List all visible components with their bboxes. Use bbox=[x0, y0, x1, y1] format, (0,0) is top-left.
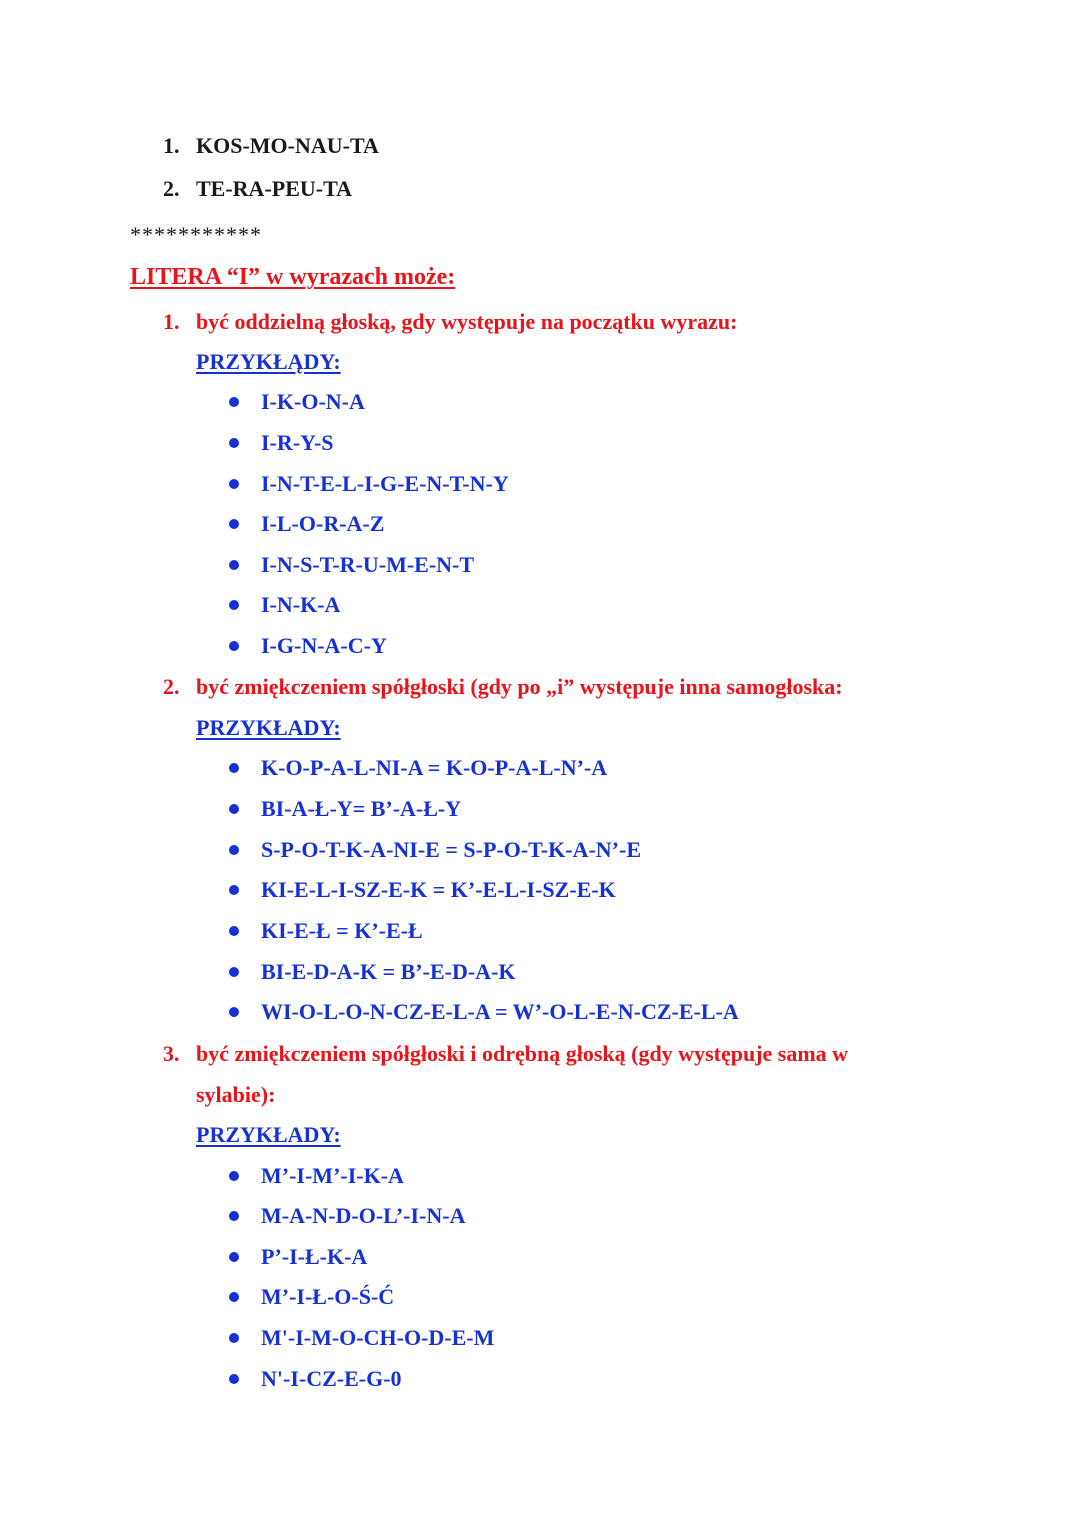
section-1-rule bbox=[163, 309, 738, 335]
bullet-icon bbox=[229, 641, 239, 651]
list-item bbox=[261, 1244, 367, 1270]
list-item bbox=[261, 837, 641, 863]
list-item-text: M-A-N-D-O-L’-I-N-A bbox=[261, 1203, 466, 1228]
intro-item-1-number: 1. bbox=[163, 133, 180, 158]
bullet-icon bbox=[229, 1252, 239, 1262]
list-item bbox=[261, 1284, 394, 1310]
bullet-icon bbox=[229, 1211, 239, 1221]
bullet-icon bbox=[229, 397, 239, 407]
bullet-icon bbox=[229, 560, 239, 570]
list-item-text: N'-I-CZ-E-G-0 bbox=[261, 1366, 402, 1391]
list-item-text: K-O-P-A-L-NI-A = K-O-P-A-L-N’-A bbox=[261, 755, 608, 780]
list-item bbox=[261, 592, 340, 618]
section-1-text: być oddzielną głoską, gdy występuje na początku wyrazu: bbox=[196, 309, 738, 334]
list-item-text: M’-I-M’-I-K-A bbox=[261, 1163, 404, 1188]
list-item-text: I-K-O-N-A bbox=[261, 389, 365, 414]
list-item bbox=[261, 1366, 402, 1392]
bullet-icon bbox=[229, 1171, 239, 1181]
intro-item-1-text: KOS-MO-NAU-TA bbox=[196, 133, 379, 158]
bullet-icon bbox=[229, 926, 239, 936]
list-item bbox=[261, 755, 607, 781]
section-3-examples-label: PRZYKŁADY: bbox=[196, 1122, 341, 1147]
list-item-text: I-N-T-E-L-I-G-E-N-T-N-Y bbox=[261, 471, 509, 496]
intro-item-2 bbox=[163, 176, 353, 202]
list-item-text: S-P-O-T-K-A-NI-E = S-P-O-T-K-A-N’-E bbox=[261, 837, 641, 862]
list-item-text: I-R-Y-S bbox=[261, 430, 334, 455]
list-item bbox=[261, 430, 334, 456]
section-2-rule bbox=[163, 674, 843, 700]
section-2-text: być zmiękczeniem spółgłoski (gdy po „i” występuje inna samogłoska: bbox=[196, 674, 843, 699]
section-2-examples-label: PRZYKŁADY: bbox=[196, 715, 341, 740]
list-item bbox=[261, 877, 616, 903]
bullet-icon bbox=[229, 967, 239, 977]
bullet-icon bbox=[229, 885, 239, 895]
bullet-icon bbox=[229, 1292, 239, 1302]
bullet-icon bbox=[229, 845, 239, 855]
bullet-icon bbox=[229, 479, 239, 489]
bullet-icon bbox=[229, 519, 239, 529]
section-1-examples-label: PRZYKŁĄDY: bbox=[196, 349, 341, 374]
bullet-icon bbox=[229, 763, 239, 773]
list-item bbox=[261, 959, 516, 985]
list-item-text: I-L-O-R-A-Z bbox=[261, 511, 385, 536]
list-item-text: WI-O-L-O-N-CZ-E-L-A = W’-O-L-E-N-CZ-E-L-A bbox=[261, 999, 739, 1024]
separator-stars: *********** bbox=[130, 222, 262, 247]
intro-item-2-number: 2. bbox=[163, 176, 180, 201]
list-item bbox=[261, 471, 509, 497]
bullet-icon bbox=[229, 1333, 239, 1343]
section-3-number: 3. bbox=[163, 1041, 180, 1066]
list-item bbox=[261, 552, 474, 578]
section-3-text bbox=[196, 1034, 948, 1074]
list-item-text: KI-E-L-I-SZ-E-K = K’-E-L-I-SZ-E-K bbox=[261, 877, 616, 902]
list-item-text: I-N-K-A bbox=[261, 592, 341, 617]
section-heading: LITERA “I” w wyrazach może: bbox=[130, 264, 456, 290]
list-item bbox=[261, 918, 423, 944]
list-item-text: I-N-S-T-R-U-M-E-N-T bbox=[261, 552, 475, 577]
intro-item-1 bbox=[163, 133, 379, 159]
list-item bbox=[261, 1325, 494, 1351]
list-item-text: P’-I-Ł-K-A bbox=[261, 1244, 368, 1269]
list-item bbox=[261, 1203, 465, 1229]
section-1-number: 1. bbox=[163, 309, 180, 334]
list-item bbox=[261, 796, 461, 822]
list-item-text: BI-E-D-A-K = B’-E-D-A-K bbox=[261, 959, 516, 984]
list-item bbox=[261, 633, 387, 659]
list-item-text: KI-E-Ł = K’-E-Ł bbox=[261, 918, 423, 943]
section-3-text-line-1: być zmiękczeniem spółgłoski i odrębną głoską (gdy występuje sama w bbox=[196, 1041, 849, 1066]
bullet-icon bbox=[229, 804, 239, 814]
bullet-icon bbox=[229, 600, 239, 610]
bullet-icon bbox=[229, 1374, 239, 1384]
section-2-number: 2. bbox=[163, 674, 180, 699]
list-item-text: M’-I-Ł-O-Ś-Ć bbox=[261, 1284, 395, 1309]
intro-item-2-text: TE-RA-PEU-TA bbox=[196, 176, 353, 201]
list-item-text: I-G-N-A-C-Y bbox=[261, 633, 387, 658]
list-item bbox=[261, 389, 365, 415]
section-3-text-line-2: sylabie): bbox=[196, 1082, 276, 1107]
list-item-text: M'-I-M-O-CH-O-D-E-M bbox=[261, 1325, 495, 1350]
bullet-icon bbox=[229, 438, 239, 448]
list-item bbox=[261, 999, 739, 1025]
list-item-text: BI-A-Ł-Y= B’-A-Ł-Y bbox=[261, 796, 462, 821]
list-item bbox=[261, 511, 384, 537]
bullet-icon bbox=[229, 1007, 239, 1017]
list-item bbox=[261, 1163, 404, 1189]
